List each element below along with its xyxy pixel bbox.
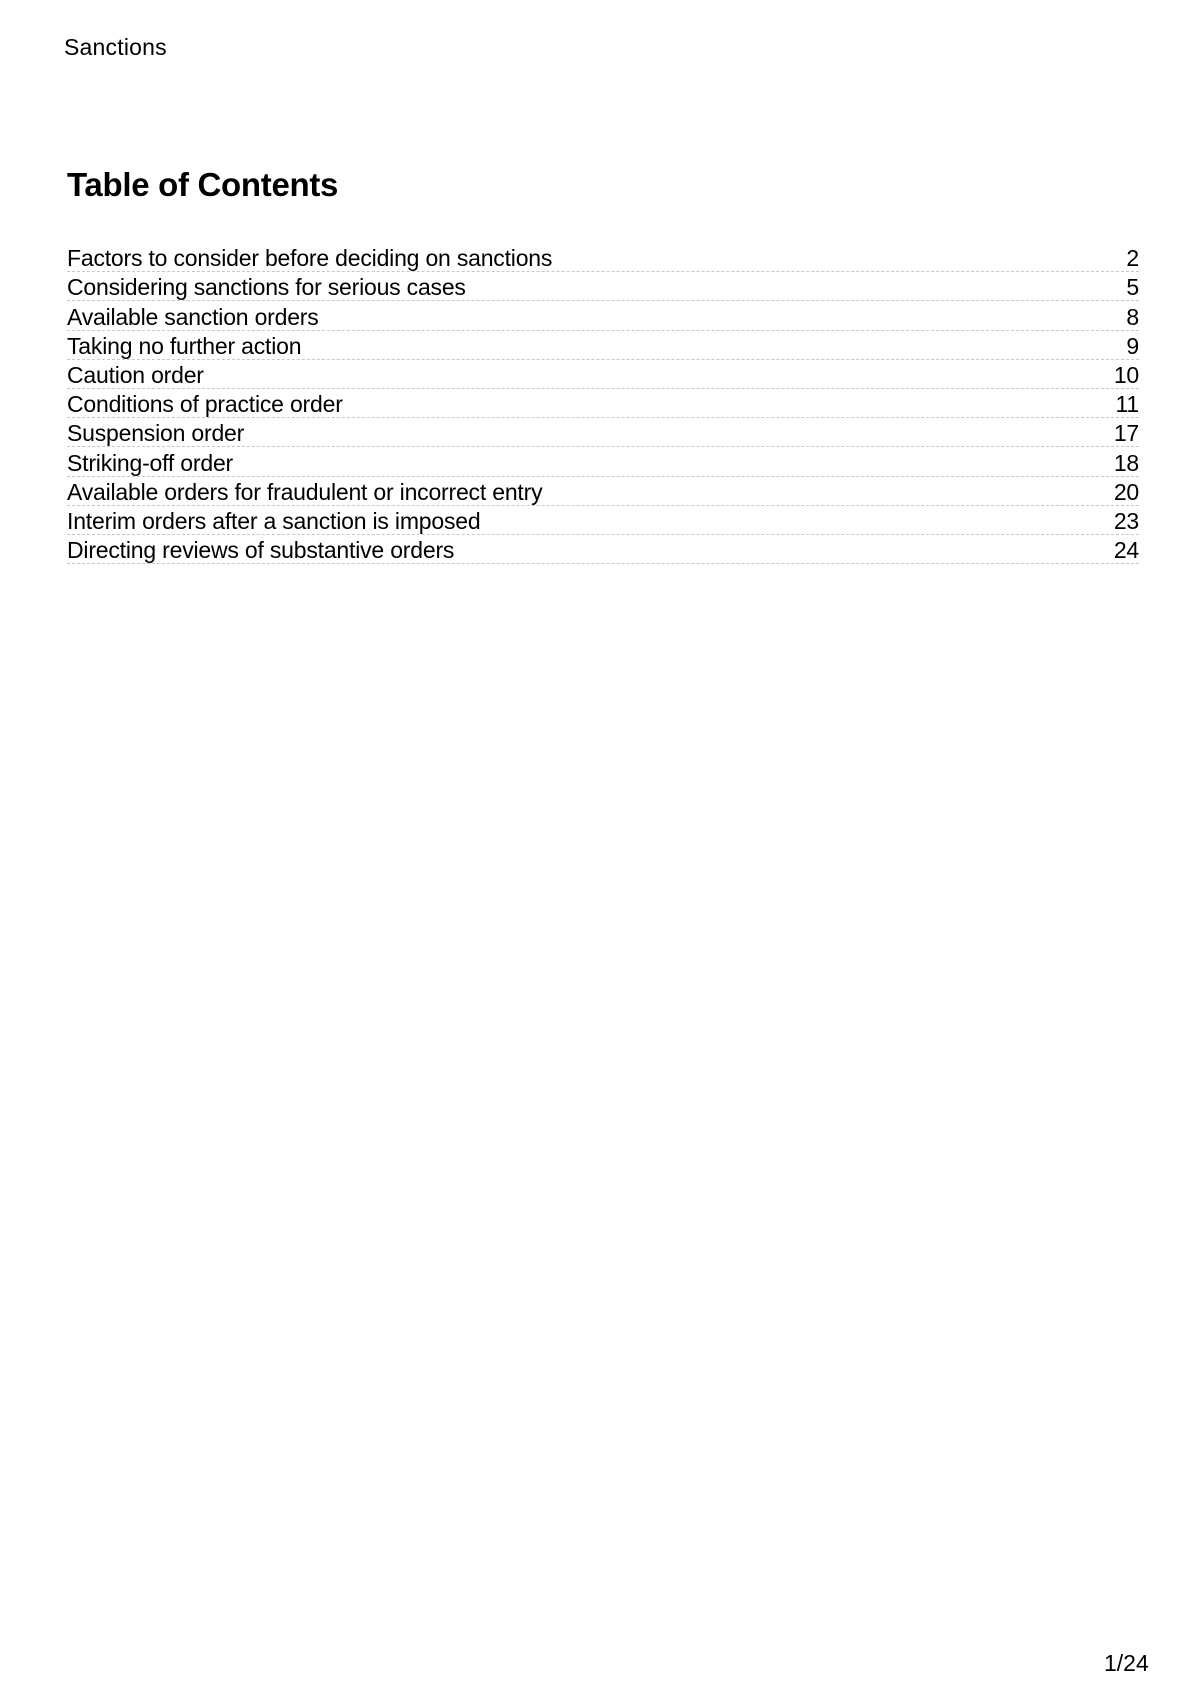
toc-entry-no-further-action[interactable] — [67, 331, 1139, 360]
toc-entry-fraudulent-entry[interactable] — [67, 477, 1139, 506]
toc-entry-factors-to-consider[interactable] — [67, 243, 1139, 272]
toc-entry-page: 5 — [1126, 274, 1139, 301]
toc-entry-title: Conditions of practice order — [67, 391, 343, 418]
toc-entry-title: Caution order — [67, 361, 204, 388]
toc-entry-title: Available orders for fraudulent or incorrect entry — [67, 478, 543, 505]
page-indicator: 1/24 — [1104, 1650, 1149, 1676]
toc-entry-page: 18 — [1113, 449, 1139, 476]
toc-entry-page: 20 — [1113, 478, 1139, 505]
toc-list — [67, 243, 1139, 564]
toc-entry-page: 8 — [1126, 303, 1139, 330]
toc-entry-page: 17 — [1113, 420, 1139, 447]
toc-entry-title: Directing reviews of substantive orders — [67, 537, 455, 564]
toc-entry-title: Interim orders after a sanction is imposed — [67, 507, 481, 534]
toc-entry-page: 2 — [1126, 245, 1139, 272]
toc-entry-title: Considering sanctions for serious cases — [67, 274, 466, 301]
toc-entry-title: Suspension order — [67, 420, 245, 447]
toc-entry-page: 23 — [1113, 507, 1139, 534]
toc-entry-title: Available sanction orders — [67, 303, 319, 330]
toc-entry-directing-reviews[interactable] — [67, 535, 1139, 564]
toc-entry-conditions-of-practice[interactable] — [67, 389, 1139, 418]
toc-entry-title: Taking no further action — [67, 332, 302, 359]
toc-entry-striking-off-order[interactable] — [67, 447, 1139, 476]
toc-entry-suspension-order[interactable] — [67, 418, 1139, 447]
toc-entry-available-sanction-orders[interactable] — [67, 301, 1139, 330]
toc-entry-title: Factors to consider before deciding on sanctions — [67, 245, 553, 272]
toc-entry-page: 9 — [1126, 332, 1139, 359]
toc-title: Table of Contents — [67, 166, 339, 203]
toc-entry-caution-order[interactable] — [67, 360, 1139, 389]
toc-entry-page: 10 — [1113, 361, 1139, 388]
toc-entry-interim-orders[interactable] — [67, 506, 1139, 535]
toc-entry-page: 24 — [1113, 537, 1139, 564]
toc-entry-page: 11 — [1115, 391, 1139, 418]
running-header: Sanctions — [64, 34, 167, 60]
toc-entry-serious-cases[interactable] — [67, 272, 1139, 301]
toc-entry-title: Striking-off order — [67, 449, 233, 476]
